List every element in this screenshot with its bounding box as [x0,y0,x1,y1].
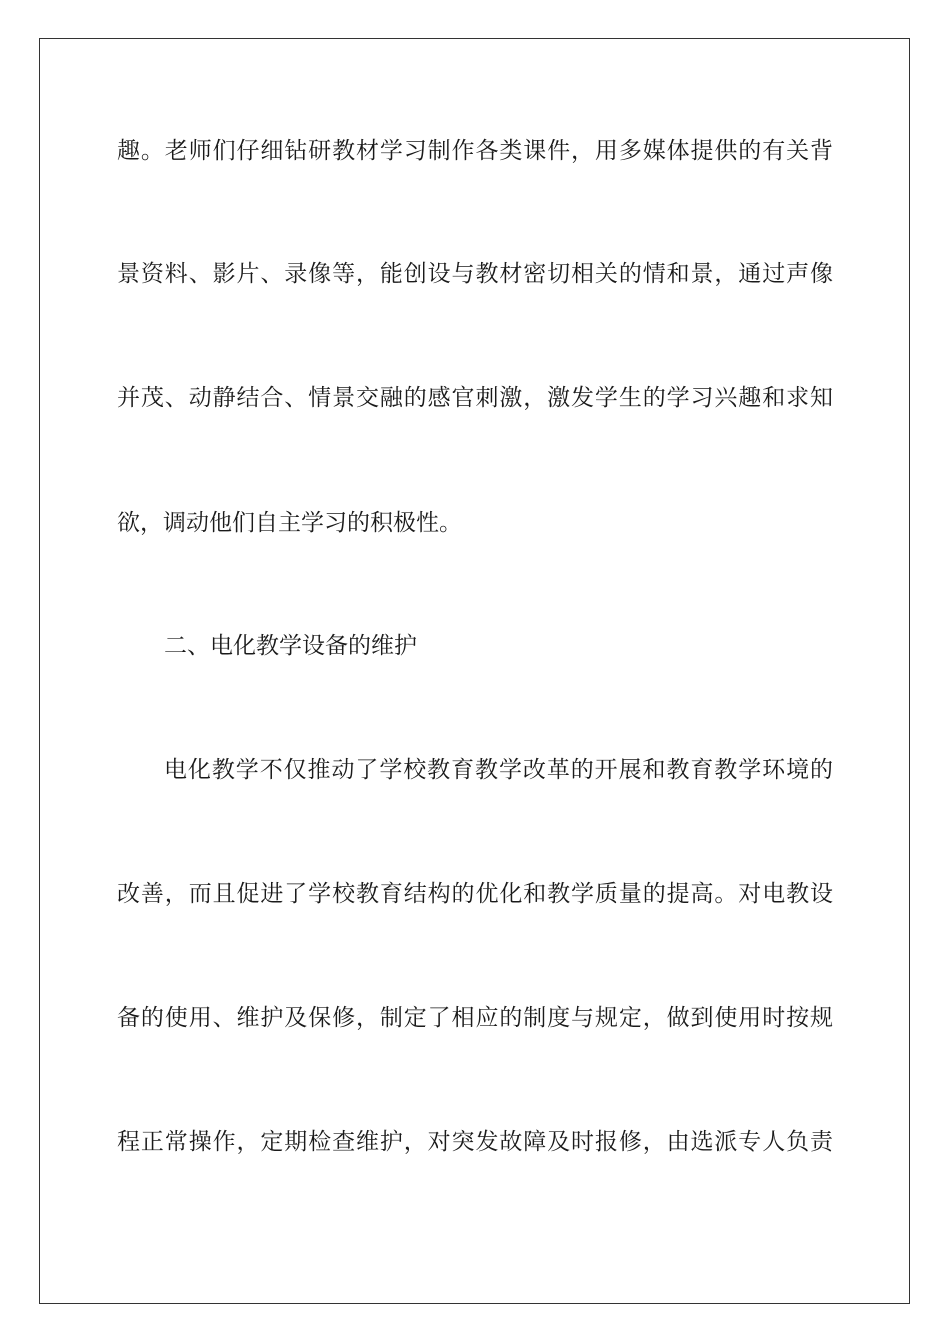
paragraph-line: 趣。老师们仔细钻研教材学习制作各类课件，用多媒体提供的有关背 [117,138,833,164]
paragraph-line: 改善，而且促进了学校教育结构的优化和教学质量的提高。对电教设 [117,881,833,907]
paragraph-line: 并茂、动静结合、情景交融的感官刺激，激发学生的学习兴趣和求知 [117,385,833,411]
paragraph-line: 电化教学不仅推动了学校教育教学改革的开展和教育教学环境的 [164,757,833,783]
page-border [39,38,910,1304]
paragraph-line: 备的使用、维护及保修，制定了相应的制度与规定，做到使用时按规 [117,1005,833,1031]
paragraph-line: 程正常操作，定期检查维护，对突发故障及时报修，由选派专人负责 [117,1129,833,1155]
paragraph-line: 欲，调动他们自主学习的积极性。 [117,510,462,536]
section-heading: 二、电化教学设备的维护 [164,633,417,659]
paragraph-line: 景资料、影片、录像等，能创设与教材密切相关的情和景，通过声像 [117,261,833,287]
